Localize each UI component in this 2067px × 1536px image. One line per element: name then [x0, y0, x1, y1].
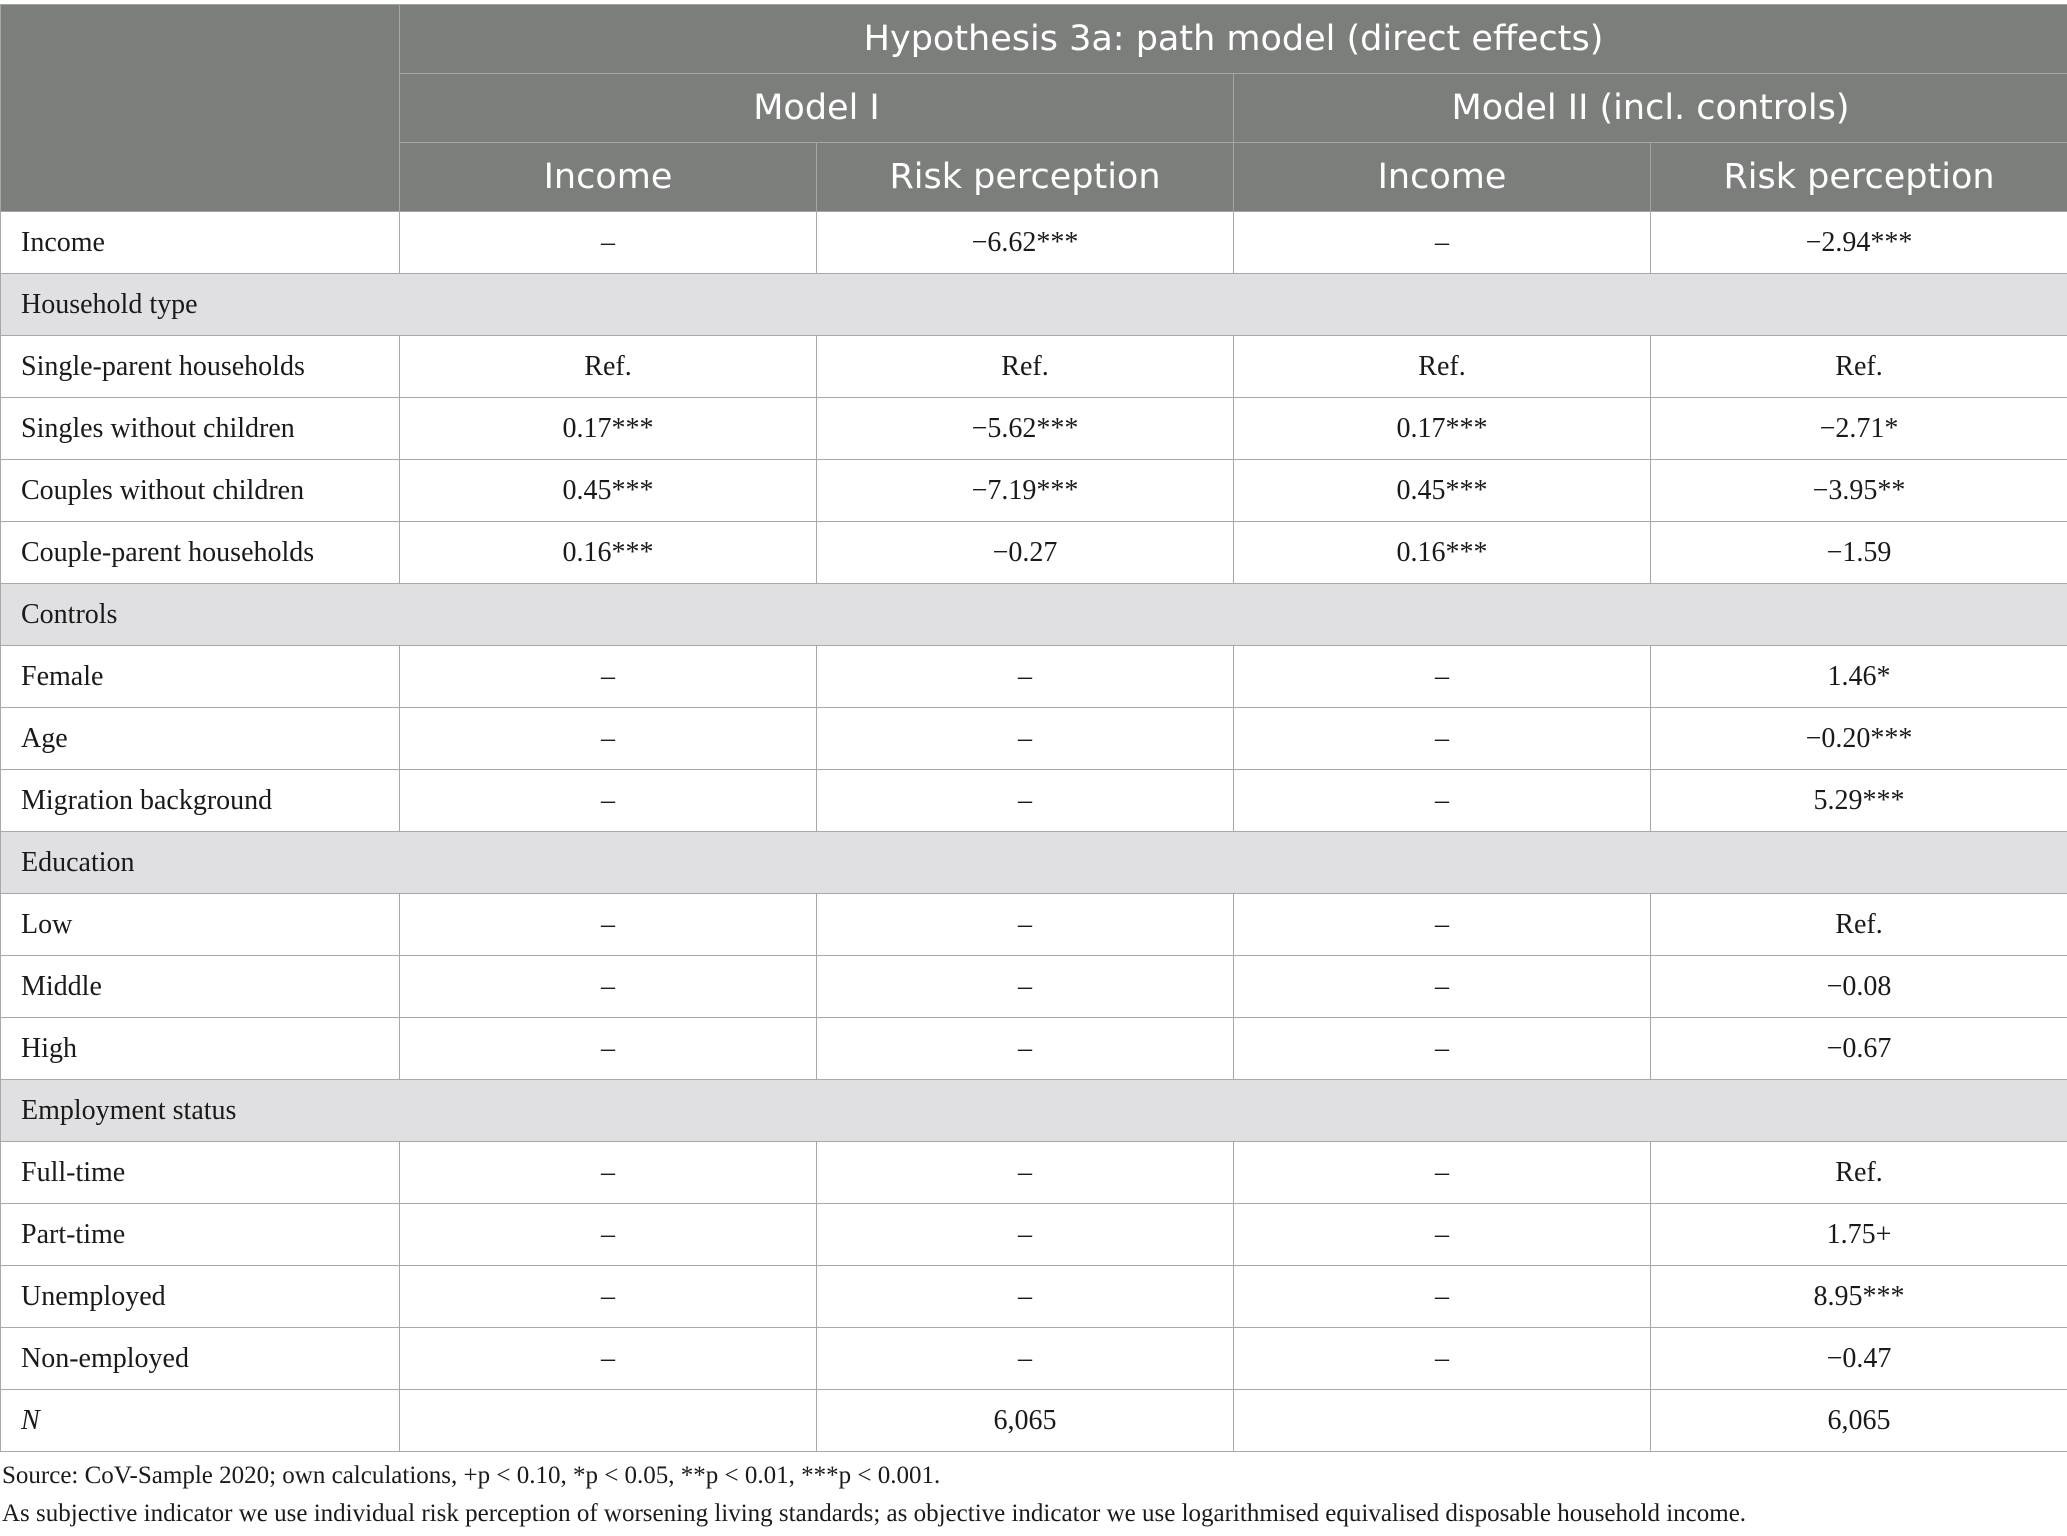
table-row — [1, 522, 2067, 584]
table-cell: −3.95** — [1651, 460, 2067, 522]
table-cell: – — [817, 956, 1234, 1018]
table-cell: 0.17*** — [400, 398, 817, 460]
hypothesis-header: Hypothesis 3a: path model (direct effects) — [400, 5, 2067, 74]
table-cell: – — [1234, 1204, 1651, 1266]
table-cell: – — [817, 1142, 1234, 1204]
table-cell: – — [817, 1328, 1234, 1390]
table-row — [1, 646, 2067, 708]
row-label: Age — [1, 708, 400, 770]
table-cell: 1.75+ — [1651, 1204, 2067, 1266]
row-label: High — [1, 1018, 400, 1080]
table-header — [1, 5, 2067, 212]
table-cell: – — [1234, 894, 1651, 956]
table-cell: – — [400, 1328, 817, 1390]
table-cell: – — [1234, 212, 1651, 274]
col-header-income-m2: Income — [1234, 143, 1651, 212]
table-cell: −0.20*** — [1651, 708, 2067, 770]
section-row — [1, 832, 2067, 894]
table-cell: – — [817, 646, 1234, 708]
row-label: Migration background — [1, 770, 400, 832]
row-label: Low — [1, 894, 400, 956]
table-cell: – — [1234, 1142, 1651, 1204]
section-label: Household type — [1, 274, 2067, 336]
section-row — [1, 1080, 2067, 1142]
table-cell: – — [400, 1142, 817, 1204]
table-cell: – — [1234, 770, 1651, 832]
section-row — [1, 274, 2067, 336]
table-cell: −6.62*** — [817, 212, 1234, 274]
table-cell: Ref. — [817, 336, 1234, 398]
table-cell: Ref. — [1234, 336, 1651, 398]
table-cell: −0.27 — [817, 522, 1234, 584]
table-cell — [1234, 1390, 1651, 1452]
table-cell: – — [817, 1204, 1234, 1266]
table-cell: – — [817, 770, 1234, 832]
source-note: Source: CoV-Sample 2020; own calculations, +p < 0.10, *p < 0.05, **p < 0.01, ***p < 0.001. — [2, 1462, 941, 1489]
row-label: Unemployed — [1, 1266, 400, 1328]
row-label: Part-time — [1, 1204, 400, 1266]
table-cell: 5.29*** — [1651, 770, 2067, 832]
table-cell: – — [400, 770, 817, 832]
model-1-header: Model I — [400, 74, 1234, 143]
table-cell: 0.17*** — [1234, 398, 1651, 460]
row-label: Middle — [1, 956, 400, 1018]
table-cell: – — [400, 1266, 817, 1328]
table-cell: −2.71* — [1651, 398, 2067, 460]
row-label: Couples without children — [1, 460, 400, 522]
row-label: Single-parent households — [1, 336, 400, 398]
table-cell: 0.45*** — [400, 460, 817, 522]
col-header-income-m1: Income — [400, 143, 817, 212]
table-cell: 0.16*** — [1234, 522, 1651, 584]
table-cell: – — [400, 708, 817, 770]
table-cell: 0.45*** — [1234, 460, 1651, 522]
indicator-note: As subjective indicator we use individual risk perception of worsening living standards; as objective indicator we use logarithmised equivalised disposable household income. — [2, 1500, 1747, 1527]
table-cell: 6,065 — [1651, 1390, 2067, 1452]
table-notes — [0, 1457, 2067, 1533]
table-cell: Ref. — [1651, 336, 2067, 398]
row-label: Full-time — [1, 1142, 400, 1204]
table-row — [1, 1018, 2067, 1080]
results-table — [0, 4, 2067, 1452]
table-row — [1, 336, 2067, 398]
table-cell: – — [400, 894, 817, 956]
row-label: Income — [1, 212, 400, 274]
results-table-container — [0, 4, 2067, 1452]
col-header-risk-m2: Risk perception — [1651, 143, 2067, 212]
table-cell: – — [817, 1018, 1234, 1080]
table-cell: 0.16*** — [400, 522, 817, 584]
table-cell: – — [1234, 708, 1651, 770]
table-cell: Ref. — [400, 336, 817, 398]
row-label: Female — [1, 646, 400, 708]
table-body — [1, 212, 2067, 1452]
section-label: Employment status — [1, 1080, 2067, 1142]
table-cell: 6,065 — [817, 1390, 1234, 1452]
section-label: Controls — [1, 584, 2067, 646]
table-row — [1, 956, 2067, 1018]
table-row — [1, 1142, 2067, 1204]
row-label: Non-employed — [1, 1328, 400, 1390]
table-cell: – — [1234, 646, 1651, 708]
table-row — [1, 770, 2067, 832]
table-cell: 1.46* — [1651, 646, 2067, 708]
table-cell: – — [1234, 1328, 1651, 1390]
table-cell: – — [817, 894, 1234, 956]
table-cell: −5.62*** — [817, 398, 1234, 460]
table-cell: – — [817, 708, 1234, 770]
table-cell: – — [817, 1266, 1234, 1328]
table-cell: 8.95*** — [1651, 1266, 2067, 1328]
table-row — [1, 708, 2067, 770]
row-label: N — [1, 1390, 400, 1452]
table-cell: – — [400, 956, 817, 1018]
table-row — [1, 212, 2067, 274]
table-cell: −0.67 — [1651, 1018, 2067, 1080]
table-cell: −0.47 — [1651, 1328, 2067, 1390]
table-cell: −7.19*** — [817, 460, 1234, 522]
table-row — [1, 1390, 2067, 1452]
table-cell: – — [1234, 1018, 1651, 1080]
section-label: Education — [1, 832, 2067, 894]
header-corner — [1, 5, 400, 212]
table-row — [1, 398, 2067, 460]
table-cell: Ref. — [1651, 1142, 2067, 1204]
col-header-risk-m1: Risk perception — [817, 143, 1234, 212]
table-cell: – — [400, 1018, 817, 1080]
table-cell: – — [1234, 956, 1651, 1018]
row-label: Couple-parent households — [1, 522, 400, 584]
table-cell: −1.59 — [1651, 522, 2067, 584]
table-row — [1, 1328, 2067, 1390]
row-label: Singles without children — [1, 398, 400, 460]
model-2-header: Model II (incl. controls) — [1234, 74, 2067, 143]
table-cell: −2.94*** — [1651, 212, 2067, 274]
table-cell: – — [400, 646, 817, 708]
table-row — [1, 1266, 2067, 1328]
table-cell: – — [400, 212, 817, 274]
table-cell: – — [1234, 1266, 1651, 1328]
table-cell — [400, 1390, 817, 1452]
table-cell: Ref. — [1651, 894, 2067, 956]
table-row — [1, 1204, 2067, 1266]
table-cell: – — [400, 1204, 817, 1266]
table-cell: −0.08 — [1651, 956, 2067, 1018]
table-row — [1, 460, 2067, 522]
section-row — [1, 584, 2067, 646]
table-row — [1, 894, 2067, 956]
